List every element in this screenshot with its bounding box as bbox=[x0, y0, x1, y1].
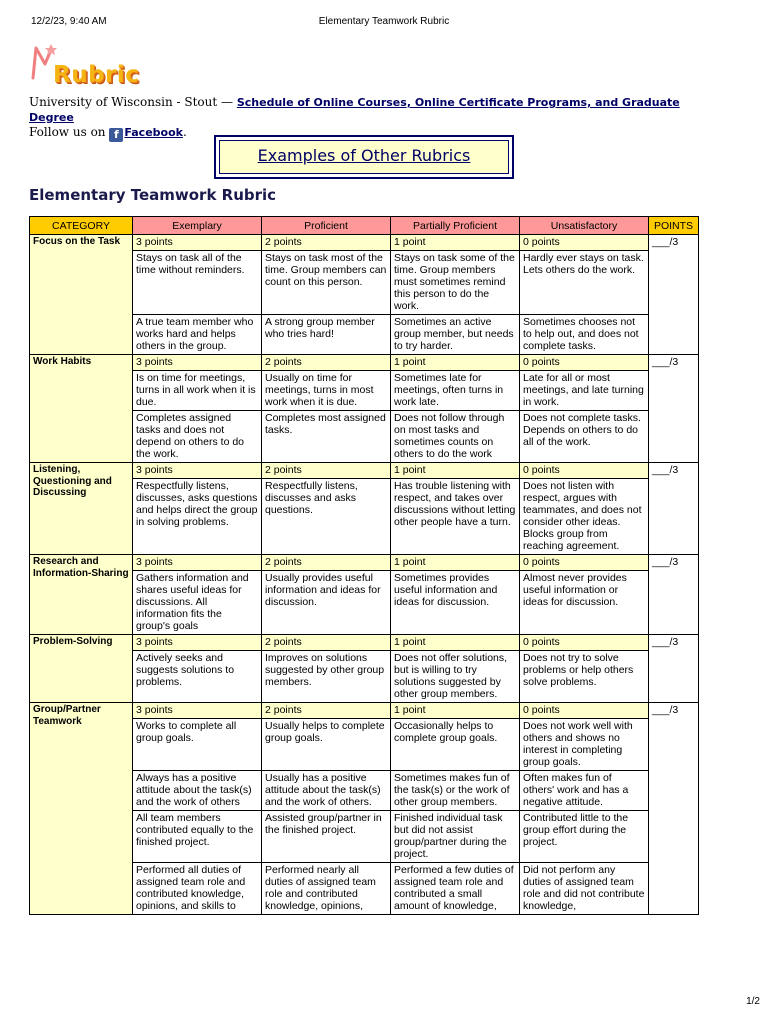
description-cell: Performed a few duties of assigned team role and contributed a small amount of knowledge, bbox=[391, 863, 520, 915]
points-cell: 3 points bbox=[133, 355, 262, 371]
header-partially-proficient: Partially Proficient bbox=[391, 217, 520, 235]
header-exemplary: Exemplary bbox=[133, 217, 262, 235]
description-cell: Often makes fun of others' work and has a negative attitude. bbox=[520, 771, 649, 811]
description-cell: Usually on time for meetings, turns in most work when it is due. bbox=[262, 371, 391, 411]
description-cell: Sometimes late for meetings, often turns in work late. bbox=[391, 371, 520, 411]
points-cell: 1 point bbox=[391, 703, 520, 719]
description-cell: Stays on task some of the time. Group members must sometimes remind this person to do the work. bbox=[391, 251, 520, 315]
print-title: Elementary Teamwork Rubric bbox=[318, 16, 450, 27]
category-name: Work Habits bbox=[30, 355, 133, 463]
category-name: Research and Information-Sharing bbox=[30, 555, 133, 635]
page bbox=[13, 35, 706, 1024]
header-proficient: Proficient bbox=[262, 217, 391, 235]
points-cell: 2 points bbox=[262, 555, 391, 571]
university-name: University of Wisconsin - Stout — bbox=[29, 95, 234, 109]
online-programs-link[interactable]: Schedule of Online Courses, Online Certificate Programs, and Graduate Degree bbox=[29, 96, 680, 124]
description-cell: Works to complete all group goals. bbox=[133, 719, 262, 771]
category-name: Problem-Solving bbox=[30, 635, 133, 703]
score-cell[interactable]: ___/3 bbox=[649, 635, 699, 703]
site-logo[interactable] bbox=[29, 42, 169, 92]
category-points-row bbox=[30, 555, 699, 571]
description-cell: Always has a positive attitude about the task(s) and the work of others bbox=[133, 771, 262, 811]
description-cell: Sometimes an active group member, but needs to try harder. bbox=[391, 315, 520, 355]
points-cell: 2 points bbox=[262, 703, 391, 719]
category-points-row bbox=[30, 235, 699, 251]
points-cell: 0 points bbox=[520, 703, 649, 719]
examples-box bbox=[214, 135, 514, 179]
description-cell: All team members contributed equally to the finished project. bbox=[133, 811, 262, 863]
logo-text: Rubric bbox=[53, 62, 140, 88]
points-cell: 0 points bbox=[520, 463, 649, 479]
description-cell: Sometimes makes fun of the task(s) or the work of other group members. bbox=[391, 771, 520, 811]
description-cell: Assisted group/partner in the finished project. bbox=[262, 811, 391, 863]
table-header-row bbox=[30, 217, 699, 235]
description-cell: Late for all or most meetings, and late turning in work. bbox=[520, 371, 649, 411]
points-cell: 1 point bbox=[391, 555, 520, 571]
points-cell: 1 point bbox=[391, 463, 520, 479]
category-name: Focus on the Task bbox=[30, 235, 133, 355]
description-cell: Contributed little to the group effort during the project. bbox=[520, 811, 649, 863]
description-cell: Respectfully listens, discusses and asks questions. bbox=[262, 479, 391, 555]
points-cell: 3 points bbox=[133, 635, 262, 651]
description-cell: Sometimes chooses not to help out, and does not complete tasks. bbox=[520, 315, 649, 355]
description-cell: Usually helps to complete group goals. bbox=[262, 719, 391, 771]
description-cell: Does not offer solutions, but is willing to try solutions suggested by other group members. bbox=[391, 651, 520, 703]
points-cell: 1 point bbox=[391, 635, 520, 651]
description-cell: Does not work well with others and shows no interest in completing group goals. bbox=[520, 719, 649, 771]
description-cell: Performed all duties of assigned team role and contributed knowledge, opinions, and skills to bbox=[133, 863, 262, 915]
points-cell: 3 points bbox=[133, 463, 262, 479]
description-cell: Does not follow through on most tasks and sometimes counts on others to do the work bbox=[391, 411, 520, 463]
print-header bbox=[0, 14, 768, 30]
description-cell: Occasionally helps to complete group goals. bbox=[391, 719, 520, 771]
description-cell: Stays on task most of the time. Group members can count on this person. bbox=[262, 251, 391, 315]
rubric-title: Elementary Teamwork Rubric bbox=[29, 186, 277, 204]
points-cell: 3 points bbox=[133, 703, 262, 719]
category-points-row bbox=[30, 635, 699, 651]
category-name: Group/Partner Teamwork bbox=[30, 703, 133, 915]
description-cell: Has trouble listening with respect, and takes over discussions without letting other people have a turn. bbox=[391, 479, 520, 555]
score-cell[interactable]: ___/3 bbox=[649, 235, 699, 355]
description-cell: Improves on solutions suggested by other group members. bbox=[262, 651, 391, 703]
affiliation: University of Wisconsin - Stout — Schedule of Online Courses, Online Certificate Programs, and Graduate Degree Follow us on f Facebook. bbox=[29, 95, 680, 141]
points-cell: 2 points bbox=[262, 635, 391, 651]
description-cell: Does not try to solve problems or help others solve problems. bbox=[520, 651, 649, 703]
facebook-link[interactable]: Facebook bbox=[124, 126, 183, 139]
points-cell: 0 points bbox=[520, 235, 649, 251]
description-cell: Hardly ever stays on task. Lets others do the work. bbox=[520, 251, 649, 315]
score-cell[interactable]: ___/3 bbox=[649, 463, 699, 555]
score-cell[interactable]: ___/3 bbox=[649, 355, 699, 463]
points-cell: 0 points bbox=[520, 635, 649, 651]
description-cell: Is on time for meetings, turns in all work when it is due. bbox=[133, 371, 262, 411]
description-cell: Performed nearly all duties of assigned team role and contributed knowledge, opinions, bbox=[262, 863, 391, 915]
description-cell: A true team member who works hard and helps others in the group. bbox=[133, 315, 262, 355]
description-cell: Does not listen with respect, argues with teammates, and does not consider other ideas. Blocks group from reaching agreement. bbox=[520, 479, 649, 555]
points-cell: 0 points bbox=[520, 555, 649, 571]
page-number: 1/2 bbox=[746, 996, 760, 1007]
category-points-row bbox=[30, 355, 699, 371]
points-cell: 1 point bbox=[391, 355, 520, 371]
score-cell[interactable]: ___/3 bbox=[649, 703, 699, 915]
description-cell: Does not complete tasks. Depends on others to do all of the work. bbox=[520, 411, 649, 463]
points-cell: 2 points bbox=[262, 355, 391, 371]
description-cell: Finished individual task but did not assist group/partner during the project. bbox=[391, 811, 520, 863]
points-cell: 3 points bbox=[133, 235, 262, 251]
description-cell: Sometimes provides useful information and ideas for discussion. bbox=[391, 571, 520, 635]
category-points-row bbox=[30, 463, 699, 479]
description-cell: Almost never provides useful information or ideas for discussion. bbox=[520, 571, 649, 635]
description-cell: Actively seeks and suggests solutions to problems. bbox=[133, 651, 262, 703]
follow-label: Follow us on bbox=[29, 125, 106, 139]
header-category: CATEGORY bbox=[30, 217, 133, 235]
header-points: POINTS bbox=[649, 217, 699, 235]
description-cell: Respectfully listens, discusses, asks questions and helps direct the group in solving problems. bbox=[133, 479, 262, 555]
category-name: Listening, Questioning and Discussing bbox=[30, 463, 133, 555]
points-cell: 2 points bbox=[262, 463, 391, 479]
category-points-row bbox=[30, 703, 699, 719]
header-unsatisfactory: Unsatisfactory bbox=[520, 217, 649, 235]
description-cell: Gathers information and shares useful ideas for discussions. All information fits the group's goals bbox=[133, 571, 262, 635]
rubric-table bbox=[29, 216, 699, 915]
description-cell: Did not perform any duties of assigned team role and did not contribute knowledge, bbox=[520, 863, 649, 915]
score-cell[interactable]: ___/3 bbox=[649, 555, 699, 635]
description-cell: Stays on task all of the time without reminders. bbox=[133, 251, 262, 315]
print-datetime: 12/2/23, 9:40 AM bbox=[31, 16, 107, 27]
points-cell: 3 points bbox=[133, 555, 262, 571]
points-cell: 2 points bbox=[262, 235, 391, 251]
description-cell: Completes assigned tasks and does not depend on others to do the work. bbox=[133, 411, 262, 463]
examples-link[interactable]: Examples of Other Rubrics bbox=[257, 146, 471, 165]
description-cell: Usually has a positive attitude about the task(s) and the work of others. bbox=[262, 771, 391, 811]
facebook-icon[interactable]: f bbox=[109, 128, 123, 142]
points-cell: 1 point bbox=[391, 235, 520, 251]
description-cell: Usually provides useful information and ideas for discussion. bbox=[262, 571, 391, 635]
points-cell: 0 points bbox=[520, 355, 649, 371]
description-cell: Completes most assigned tasks. bbox=[262, 411, 391, 463]
description-cell: A strong group member who tries hard! bbox=[262, 315, 391, 355]
